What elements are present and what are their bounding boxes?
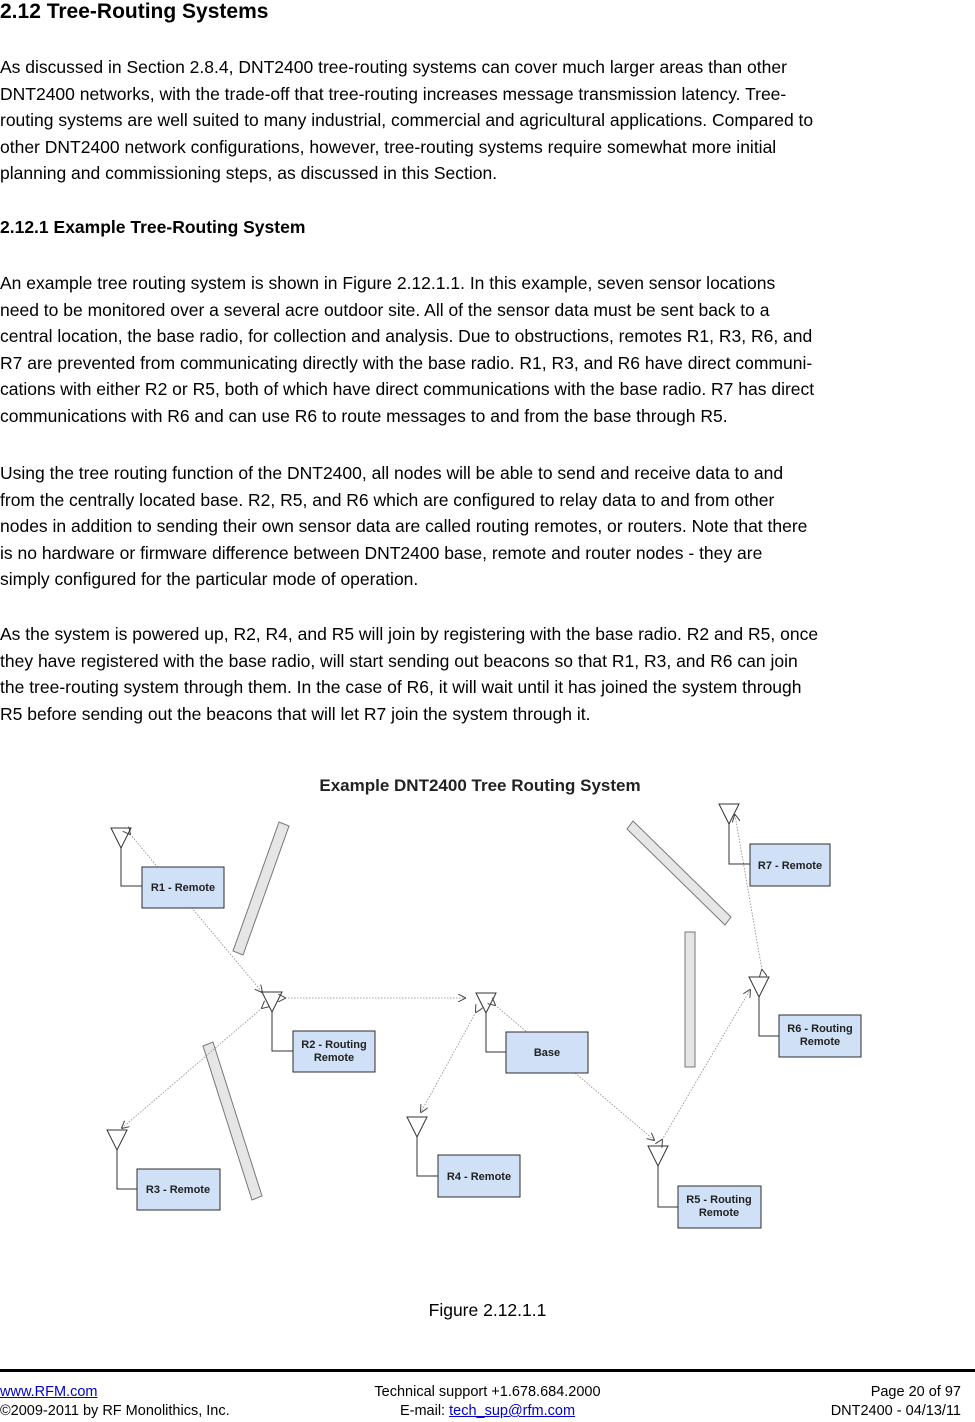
link-r1-r2 — [130, 834, 262, 992]
node-label: R6 - Routing — [787, 1023, 853, 1035]
website-link[interactable]: www.RFM.com — [0, 1384, 98, 1400]
node-label: R7 - Remote — [757, 860, 823, 872]
text-line: need to be monitored over a several acre outdoor site. All of the sensor data must be sent back to a — [0, 299, 770, 320]
text-line: is no hardware or firmware difference between DNT2400 base, remote and router nodes - they are — [0, 542, 763, 563]
node-label: R2 - Routing — [301, 1039, 367, 1051]
node-r6 — [749, 977, 861, 1057]
email-label: E-mail: — [399, 1403, 450, 1419]
node-label: R5 - Routing — [686, 1194, 752, 1206]
node-r5 — [648, 1146, 761, 1228]
footer-doc-id: DNT2400 - 04/13/11 — [830, 1403, 961, 1419]
node-label: R1 - Remote — [150, 882, 216, 894]
link-r5-r6 — [662, 990, 750, 1140]
node-r4 — [407, 1117, 520, 1197]
node-label: Remote — [698, 1207, 740, 1219]
antenna-icon — [749, 977, 769, 997]
text-line: R7 are prevented from communicating directly with the base radio. R1, R3, and R6 have direct communi- — [0, 352, 813, 373]
text-line: central location, the base radio, for collection and analysis. Due to obstructions, remotes R1, R3, R6, and — [0, 326, 813, 347]
node-label: Remote — [313, 1052, 355, 1064]
routing-paragraph — [0, 460, 975, 593]
section-heading: 2.12 Tree-Routing Systems — [0, 0, 269, 23]
node-base — [476, 993, 588, 1073]
node-r1 — [111, 828, 224, 908]
text-line: cations with either R2 or R5, both of which have direct communications with the base radio. R7 has direct — [0, 379, 815, 400]
text-line: An example tree routing system is shown in Figure 2.12.1.1. In this example, seven sensor locations — [0, 273, 776, 293]
text-line: routing systems are well suited to many industrial, commercial and agricultural applications. Compared to — [0, 110, 814, 131]
text-line: DNT2400 networks, with the trade-off that tree-routing increases message transmission latency. Tree- — [0, 83, 787, 104]
node-r7 — [719, 804, 830, 886]
tree-routing-diagram — [0, 790, 975, 1260]
text-line: R5 before sending out the beacons that will let R7 join the system through it. — [0, 703, 591, 724]
powerup-paragraph — [0, 621, 975, 727]
text-line: nodes in addition to sending their own sensor data are called routing remotes, or routers. Note that there — [0, 516, 808, 537]
email-link[interactable]: tech_sup@rfm.com — [449, 1403, 576, 1419]
node-label: R4 - Remote — [446, 1171, 512, 1183]
text-line: other DNT2400 network configurations, however, tree-routing systems require somewhat more initial — [0, 136, 777, 157]
antenna-icon — [648, 1146, 668, 1166]
obstruction-4 — [685, 932, 695, 1067]
antenna-icon — [476, 993, 496, 1013]
obstruction-1 — [233, 822, 289, 955]
text-line: they have registered with the base radio, will start sending out beacons so that R1, R3, and R6 can join — [0, 650, 798, 671]
footer-email — [0, 1402, 975, 1420]
text-line: communications with R6 and can use R6 to route messages to and from the base through R5. — [0, 405, 728, 426]
text-line: As the system is powered up, R2, R4, and R5 will join by registering with the base radio. R2 and R5, once — [0, 624, 819, 644]
text-line: Using the tree routing function of the DNT2400, all nodes will be able to send and receive data to and — [0, 463, 784, 483]
diagram-title: Example DNT2400 Tree Routing System — [319, 776, 641, 795]
obstruction-3 — [627, 821, 731, 925]
text-line: planning and commissioning steps, as discussed in this Section. — [0, 163, 498, 184]
text-line: from the centrally located base. R2, R5, and R6 which are configured to relay data to and from other — [0, 489, 775, 510]
antenna-icon — [111, 828, 131, 848]
node-label: Base — [533, 1047, 561, 1059]
footer-support: Technical support +1.678.684.2000 — [374, 1384, 601, 1400]
footer-copyright: ©2009-2011 by RF Monolithics, Inc. — [0, 1403, 230, 1419]
node-label: Remote — [799, 1036, 841, 1048]
link-base-r4 — [421, 1012, 476, 1112]
text-line: simply configured for the particular mode of operation. — [0, 569, 419, 590]
node-r3 — [107, 1130, 220, 1210]
footer-page-number: Page 20 of 97 — [870, 1384, 961, 1400]
antenna-icon — [107, 1130, 127, 1150]
example-paragraph — [0, 270, 975, 430]
link-r6-r7 — [735, 815, 762, 970]
figure-caption: Figure 2.12.1.1 — [428, 1300, 547, 1320]
node-label: R3 - Remote — [145, 1184, 211, 1196]
text-line: As discussed in Section 2.8.4, DNT2400 tree-routing systems can cover much larger areas than other — [0, 57, 787, 77]
antenna-icon — [407, 1117, 427, 1137]
intro-paragraph — [0, 54, 975, 187]
subsection-heading: 2.12.1 Example Tree-Routing System — [0, 217, 306, 237]
antenna-icon — [262, 992, 282, 1012]
node-r2 — [262, 992, 375, 1072]
link-r2-r3 — [122, 1008, 262, 1128]
footer-divider — [0, 1369, 975, 1372]
text-line: the tree-routing system through them. In the case of R6, it will wait until it has joined the system through — [0, 677, 802, 698]
